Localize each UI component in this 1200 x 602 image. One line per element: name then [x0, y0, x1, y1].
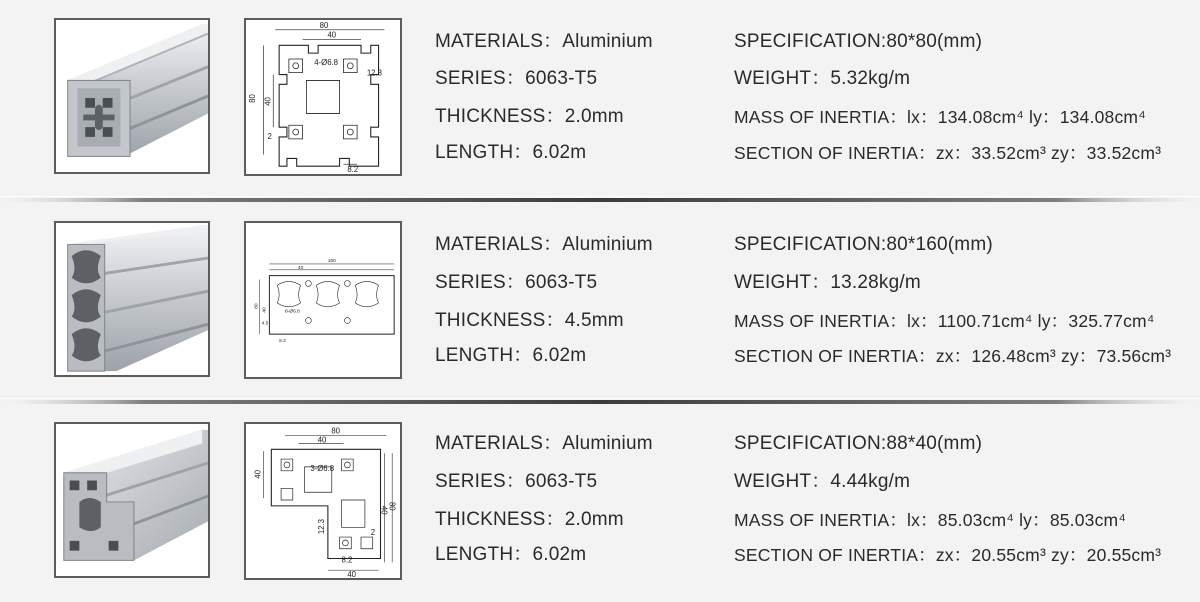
specification: SPECIFICATION:88*40(mm)	[734, 433, 983, 454]
thickness: THICKNESS：4.5mm	[435, 310, 624, 331]
dim-width: 160	[327, 258, 336, 264]
mass-of-inertia: MASS OF INERTIA：lx：85.03cm⁴ ly：85.03cm⁴	[734, 510, 1127, 530]
profile-row-2	[0, 221, 1200, 401]
dim-height-inner: 40	[263, 97, 273, 106]
series: SERIES：6063-T5	[435, 471, 598, 492]
weight: WEIGHT：5.32kg/m	[734, 68, 911, 89]
aluminium-profile-icon	[56, 20, 208, 172]
length: LENGTH：6.02m	[435, 142, 587, 163]
dim-width: 80	[319, 20, 329, 30]
thickness: THICKNESS：2.0mm	[435, 106, 624, 127]
dim-height: 80	[247, 94, 257, 103]
cross-section-diagram	[246, 20, 400, 174]
dim-left: 40	[253, 469, 263, 479]
dim-width: 80	[331, 426, 340, 436]
wall-label: 2	[267, 131, 272, 141]
dim-bottom: 40	[347, 570, 357, 578]
divider-1	[0, 193, 1200, 207]
profile-photo-80x80	[54, 18, 210, 174]
mass-of-inertia: MASS OF INERTIA：lx：134.08cm⁴ ly：134.08cm⁴	[734, 107, 1146, 127]
weight: WEIGHT：4.44kg/m	[734, 471, 911, 492]
dim-right-full: 80	[387, 501, 397, 511]
dim-seg: 40	[297, 265, 304, 271]
aluminium-profile-icon	[56, 424, 208, 576]
materials: MATERIALS：Aluminium	[435, 234, 653, 255]
wall-label: 4.5	[261, 321, 269, 327]
slot-depth: 12.3	[316, 518, 326, 535]
series: SERIES：6063-T5	[435, 272, 598, 293]
slot-width: 8.2	[347, 165, 359, 174]
profile-drawing-80x160	[244, 221, 402, 379]
slot-depth: 12.3	[366, 68, 383, 78]
cross-section-diagram	[246, 223, 400, 377]
divider-2	[0, 395, 1200, 409]
mass-of-inertia: MASS OF INERTIA：lx：1100.71cm⁴ ly：325.77cm⁴	[734, 311, 1155, 331]
materials: MATERIALS：Aluminium	[435, 31, 653, 52]
dim-inner: 40	[317, 435, 327, 445]
hole-label: 4-Ø6.8	[314, 57, 339, 67]
profile-photo-88x40	[54, 422, 210, 578]
profile-drawing-80x80	[244, 18, 402, 176]
materials: MATERIALS：Aluminium	[435, 433, 653, 454]
profile-row-3	[0, 422, 1200, 602]
dim-height: 80	[254, 303, 260, 309]
section-of-inertia: SECTION OF INERTIA：zx：33.52cm³ zy：33.52cm³	[734, 143, 1162, 163]
specification: SPECIFICATION:80*80(mm)	[734, 31, 983, 52]
aluminium-profile-icon	[56, 223, 208, 375]
hole-label: 3-Ø6.8	[310, 463, 335, 473]
wall-label: 2	[370, 528, 376, 538]
profile-row-1	[0, 18, 1200, 198]
profile-drawing-88x40	[244, 422, 402, 580]
section-of-inertia: SECTION OF INERTIA：zx：20.55cm³ zy：20.55cm³	[734, 545, 1162, 565]
hole-label: 8-Ø6.8	[284, 309, 300, 315]
dim-inner: 40	[327, 30, 337, 40]
section-of-inertia: SECTION OF INERTIA：zx：126.48cm³ zy：73.56cm³	[734, 346, 1172, 366]
slot-width: 8.2	[279, 338, 286, 344]
dim-right: 40	[379, 505, 389, 515]
specification: SPECIFICATION:80*160(mm)	[734, 234, 993, 255]
series: SERIES：6063-T5	[435, 68, 598, 89]
profile-photo-80x160	[54, 221, 210, 377]
thickness: THICKNESS：2.0mm	[435, 509, 624, 530]
weight: WEIGHT：13.28kg/m	[734, 272, 921, 293]
slot-width: 8.2	[341, 555, 353, 565]
cross-section-diagram	[246, 424, 400, 578]
length: LENGTH：6.02m	[435, 544, 587, 565]
dim-height-inner: 40	[262, 307, 268, 313]
length: LENGTH：6.02m	[435, 345, 587, 366]
